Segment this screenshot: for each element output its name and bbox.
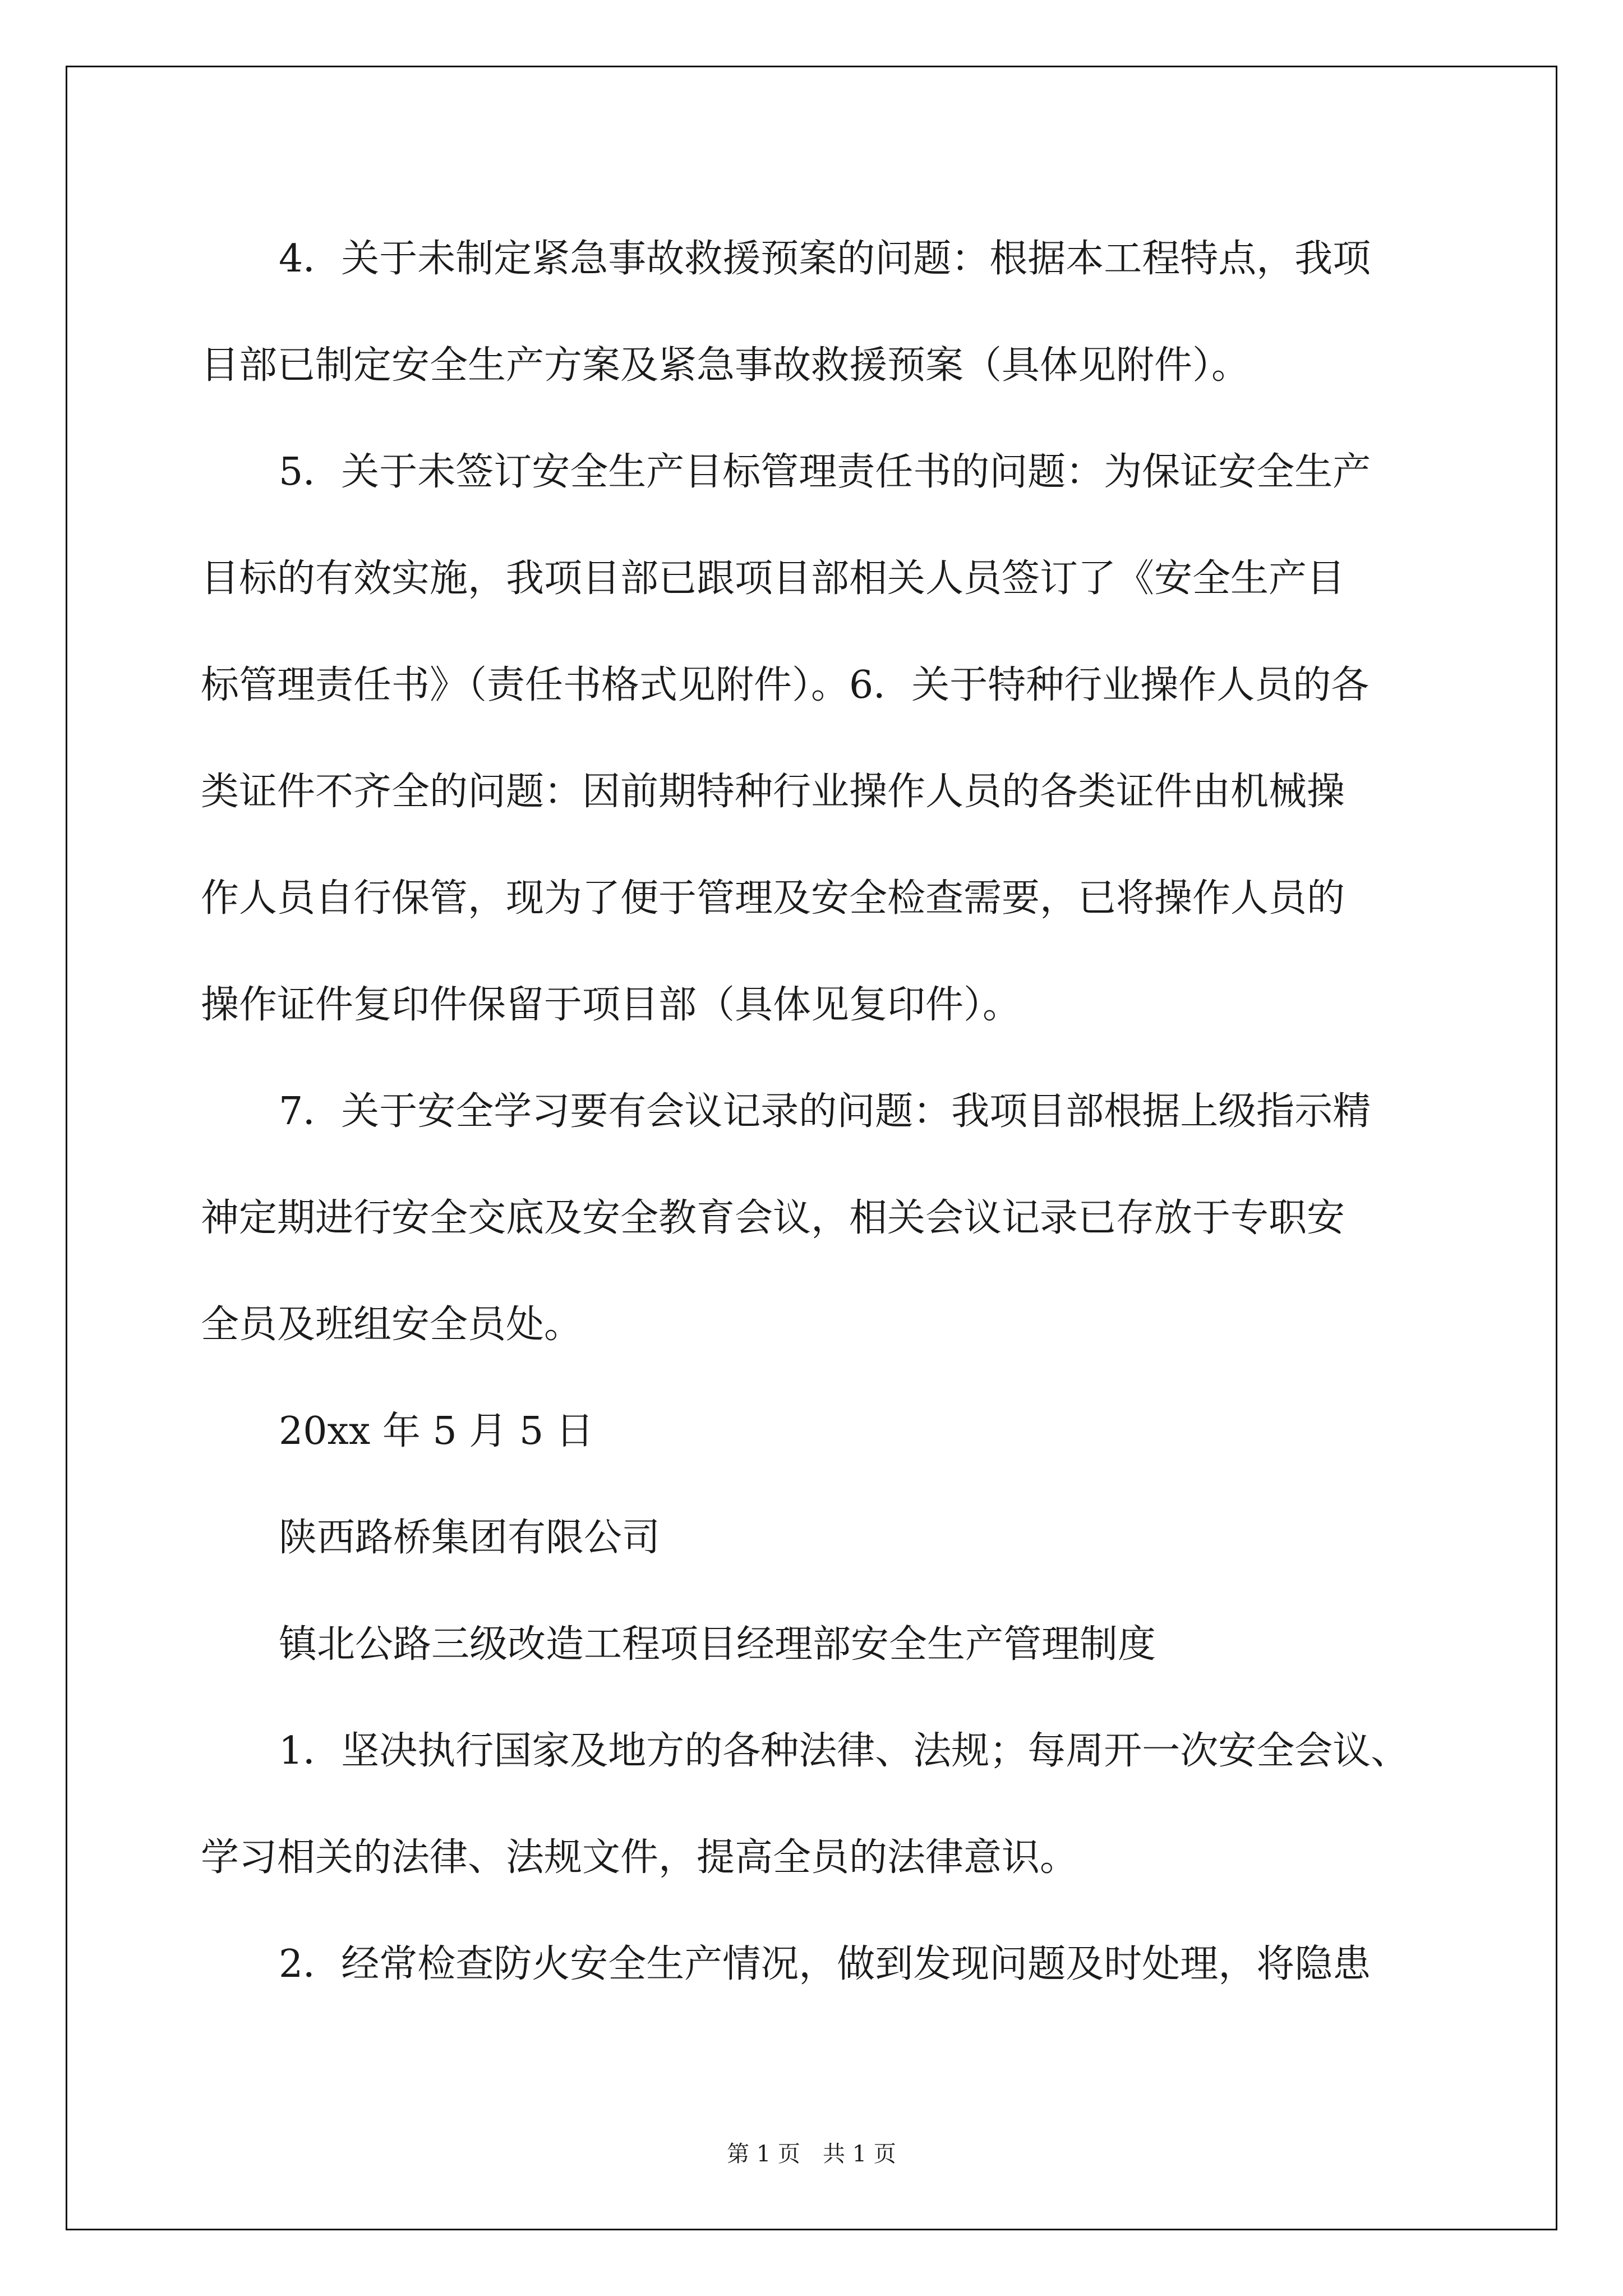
body-line-11: 全员及班组安全员处。 xyxy=(201,1303,583,1347)
body-line-10: 神定期进行安全交底及安全教育会议，相关会议记录已存放于专职安 xyxy=(201,1196,1345,1240)
body-line-17: 2．经常检查防火安全生产情况，做到发现问题及时处理，将隐患 xyxy=(279,1942,1371,1986)
body-line-9: 7．关于安全学习要有会议记录的问题：我项目部根据上级指示精 xyxy=(279,1089,1371,1134)
body-line-5: 标管理责任书》（责任书格式见附件）。6．关于特种行业操作人员的各 xyxy=(201,663,1370,707)
body-line-6: 类证件不齐全的问题：因前期特种行业操作人员的各类证件由机械操 xyxy=(201,770,1345,814)
date-line: 20xx 年 5 月 5 日 xyxy=(279,1409,594,1453)
section-title: 镇北公路三级改造工程项目经理部安全生产管理制度 xyxy=(279,1622,1156,1667)
page-footer: 第 1 页 共 1 页 xyxy=(727,2141,896,2167)
body-line-7: 作人员自行保管，现为了便于管理及安全检查需要，已将操作人员的 xyxy=(201,876,1345,921)
body-line-1: 4．关于未制定紧急事故救援预案的问题：根据本工程特点，我项 xyxy=(279,237,1371,281)
body-line-4: 目标的有效实施，我项目部已跟项目部相关人员签订了《安全生产目 xyxy=(201,556,1345,601)
body-line-16: 学习相关的法律、法规文件，提高全员的法律意识。 xyxy=(201,1835,1078,1880)
body-line-8: 操作证件复印件保留于项目部（具体见复印件）。 xyxy=(201,983,1021,1027)
body-line-15: 1．坚决执行国家及地方的各种法律、法规；每周开一次安全会议、 xyxy=(279,1729,1409,1773)
company-name: 陕西路桥集团有限公司 xyxy=(279,1516,661,1560)
page-border xyxy=(66,66,1557,2230)
body-line-2: 目部已制定安全生产方案及紧急事故救援预案（具体见附件）。 xyxy=(201,343,1250,388)
body-line-3: 5．关于未签订安全生产目标管理责任书的问题：为保证安全生产 xyxy=(279,450,1371,494)
